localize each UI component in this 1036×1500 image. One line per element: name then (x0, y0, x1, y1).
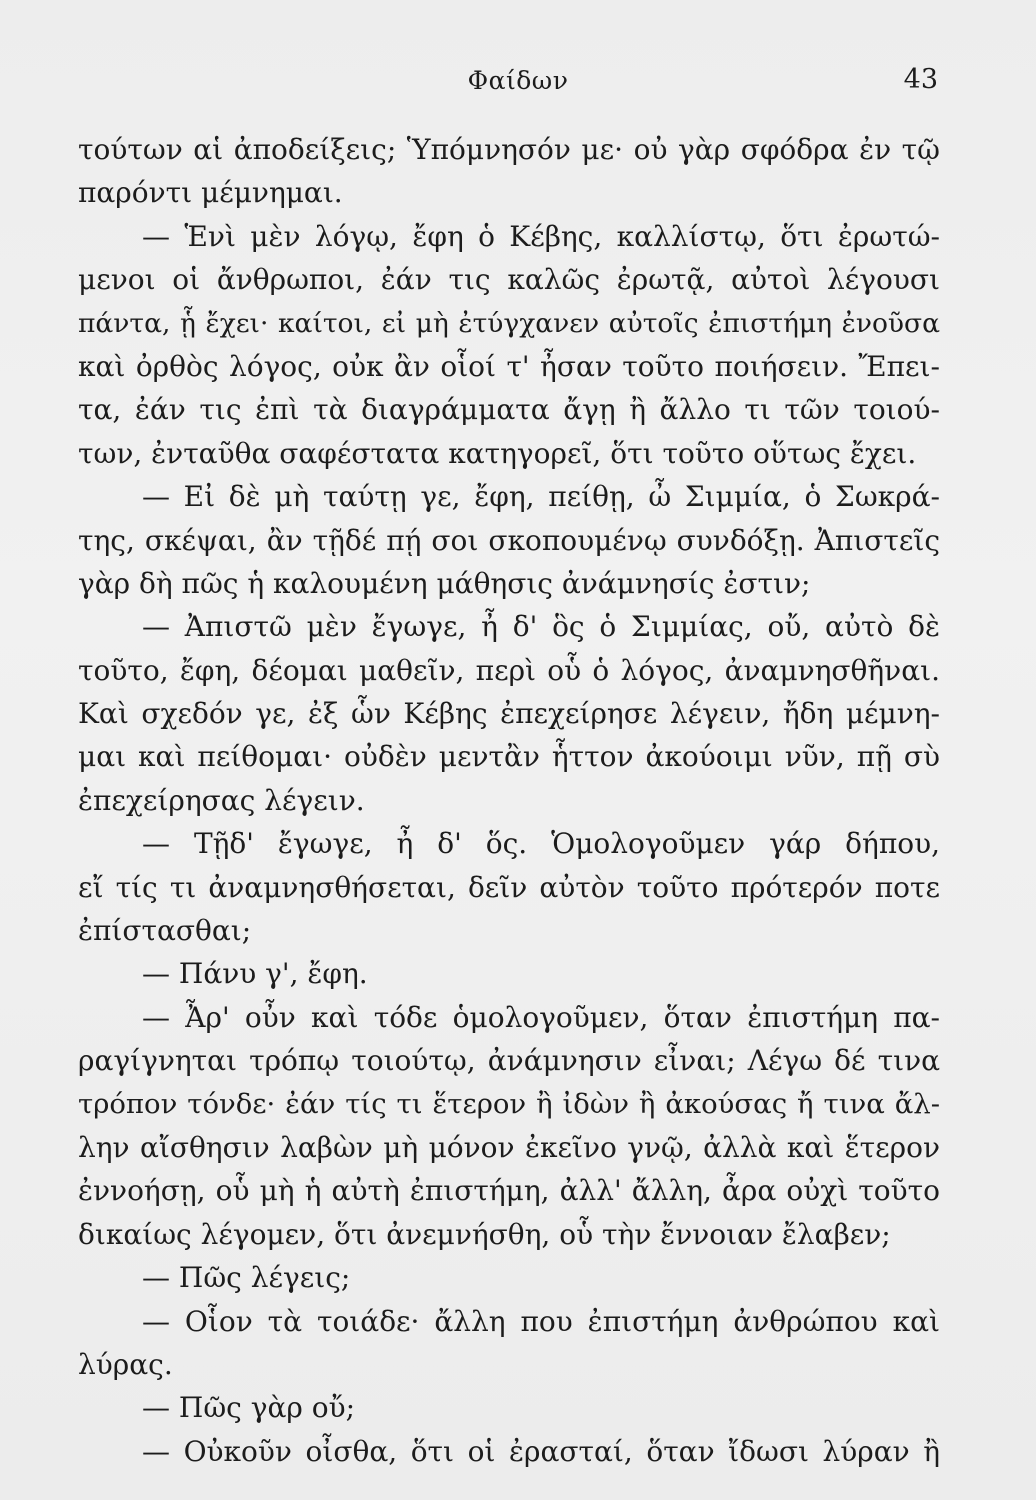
text-line: — Πῶς γὰρ οὔ; (142, 1391, 356, 1425)
text-line: λύρας. (78, 1347, 173, 1381)
text-line: ἐπεχείρησας λέγειν. (78, 783, 365, 817)
text-line: — Ἀπιστῶ μὲν ἔγωγε, ἦ δ' ὃς ὁ Σιμμίας, οὔ, αὐτὸ δὲ (142, 610, 940, 644)
running-head (0, 66, 1036, 106)
text-line: — Ἑνὶ μὲν λόγῳ, ἔφη ὁ Κέβης, καλλίστῳ, ὅτι ἐρωτώ- (142, 219, 940, 253)
text-line: — Τῇδ' ἔγωγε, ἦ δ' ὅς. Ὁμολογοῦμεν γάρ δήπου, (142, 827, 940, 861)
text-line: ραγίγνηται τρόπῳ τοιούτῳ, ἀνάμνησιν εἶναι; Λέγω δέ τινα (78, 1044, 940, 1078)
text-line: εἴ τίς τι ἀναμνησθήσεται, δεῖν αὐτὸν τοῦτο πρότερόν ποτε (78, 870, 940, 904)
text-line: μενοι οἱ ἄνθρωποι, ἐάν τις καλῶς ἐρωτᾷ, αὐτοὶ λέγουσι (78, 263, 940, 297)
page-number: 43 (903, 64, 938, 95)
text-line: τούτων αἱ ἀποδείξεις; Ὑπόμνησόν με· οὐ γὰρ σφόδρα ἐν τῷ (78, 133, 940, 166)
text-line: παρόντι μέμνημαι. (78, 176, 343, 210)
text-line: ἐπίστασθαι; (78, 914, 252, 948)
text-line: λην αἴσθησιν λαβὼν μὴ μόνον ἐκεῖνο γνῷ, ἀλλὰ καὶ ἕτερον (78, 1130, 940, 1164)
text-line: καὶ ὀρθὸς λόγος, οὐκ ἂν οἷοί τ' ἦσαν τοῦτο ποιήσειν. Ἔπει- (78, 349, 940, 383)
text-line: πάντα, ᾗ ἔχει· καίτοι, εἰ μὴ ἐτύγχανεν αὐτοῖς ἐπιστήμη ἐνοῦσα (78, 307, 940, 339)
text-line: — Ἆρ' οὖν καὶ τόδε ὁμολογοῦμεν, ὅταν ἐπιστήμη πα- (142, 1000, 940, 1034)
text-line: γὰρ δὴ πῶς ἡ καλουμένη μάθησις ἀνάμνησίς ἐστιν; (78, 566, 811, 600)
text-line: τρόπον τόνδε· ἐάν τίς τι ἕτερον ἢ ἰδὼν ἢ ἀκούσας ἤ τινα ἄλ- (78, 1087, 940, 1120)
text-line: μαι καὶ πείθομαι· οὐδὲν μεντἂν ἧττον ἀκούοιμι νῦν, πῇ σὺ (78, 740, 940, 774)
text-line: τοῦτο, ἔφη, δέομαι μαθεῖν, περὶ οὗ ὁ λόγος, ἀναμνησθῆναι. (78, 653, 940, 687)
text-line: της, σκέψαι, ἂν τῇδέ πῄ σοι σκοπουμένῳ συνδόξῃ. Ἀπιστεῖς (78, 523, 940, 557)
text-line: δικαίως λέγομεν, ὅτι ἀνεμνήσθη, οὗ τὴν ἔννοιαν ἔλαβεν; (78, 1217, 891, 1251)
body-text (78, 128, 940, 1473)
text-line: των, ἐνταῦθα σαφέστατα κατηγορεῖ, ὅτι τοῦτο οὕτως ἔχει. (78, 436, 917, 470)
text-line: — Οὐκοῦν οἶσθα, ὅτι οἱ ἐρασταί, ὅταν ἴδωσι λύραν ἢ (142, 1434, 940, 1468)
text-line: τα, ἐάν τις ἐπὶ τὰ διαγράμματα ἄγῃ ἢ ἄλλο τι τῶν τοιού- (78, 393, 940, 427)
text-line: — Πῶς λέγεις; (142, 1261, 351, 1295)
text-line: Καὶ σχεδόν γε, ἐξ ὧν Κέβης ἐπεχείρησε λέγειν, ἤδη μέμνη- (78, 697, 940, 731)
text-line: — Οἷον τὰ τοιάδε· ἄλλη που ἐπιστήμη ἀνθρώπου καὶ (142, 1304, 940, 1338)
text-line: — Πάνυ γ', ἔφη. (142, 957, 368, 991)
text-line: — Εἰ δὲ μὴ ταύτῃ γε, ἔφη, πείθῃ, ὦ Σιμμία, ὁ Σωκρά- (142, 480, 940, 514)
running-title: Φαίδων (467, 66, 569, 95)
text-line: ἐννοήσῃ, οὗ μὴ ἡ αὐτὴ ἐπιστήμη, ἀλλ' ἄλλη, ἆρα οὐχὶ τοῦτο (78, 1174, 940, 1208)
